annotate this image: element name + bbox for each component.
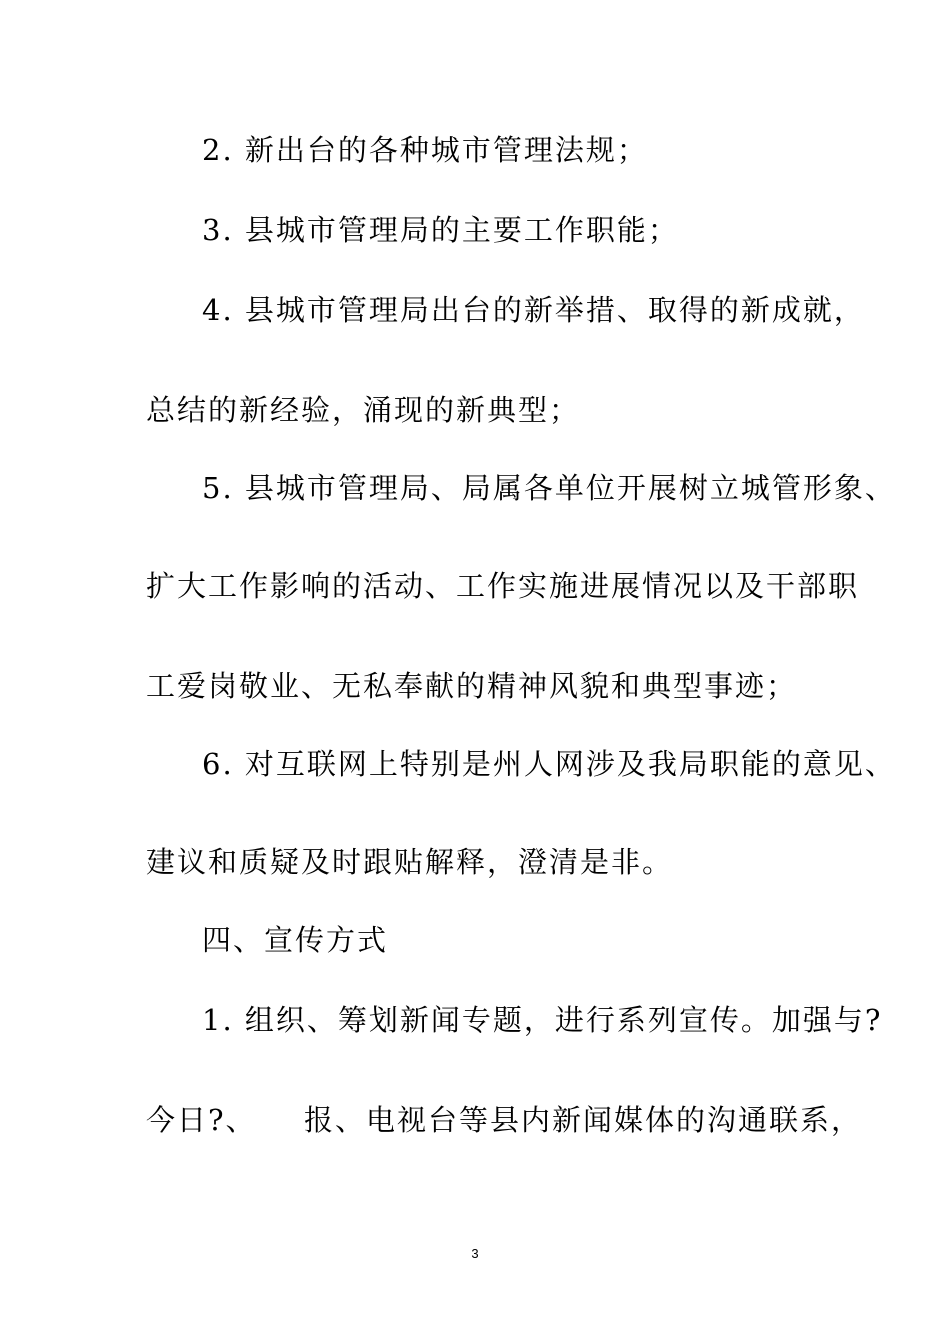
list-item-4-continued: 总结的新经验，涌现的新典型； [146,393,581,427]
list-item-5-continued: 扩大工作影响的活动、工作实施进展情况以及干部职 [146,569,860,603]
list-item-1-continued: 今日?、 报、电视台等县内新闻媒体的沟通联系， [146,1103,863,1137]
list-item-2: 2. 新出台的各种城市管理法规； [202,133,648,167]
list-item-4: 4. 县城市管理局出台的新举措、取得的新成就， [202,293,865,327]
list-item-5-continued: 工爱岗敬业、无私奉献的精神风貌和典型事迹； [146,669,798,703]
list-item-6: 6. 对互联网上特别是州人网涉及我局职能的意见、 [202,747,896,781]
page-number: 3 [471,1246,479,1261]
list-item-1: 1. 组织、筹划新闻专题，进行系列宣传。加强与? [202,1003,883,1037]
list-item-3: 3. 县城市管理局的主要工作职能； [202,213,679,247]
list-item-5: 5. 县城市管理局、局属各单位开展树立城管形象、 [202,471,896,505]
list-item-6-continued: 建议和质疑及时跟贴解释，澄清是非。 [146,845,674,879]
section-heading: 四、宣传方式 [202,923,389,957]
